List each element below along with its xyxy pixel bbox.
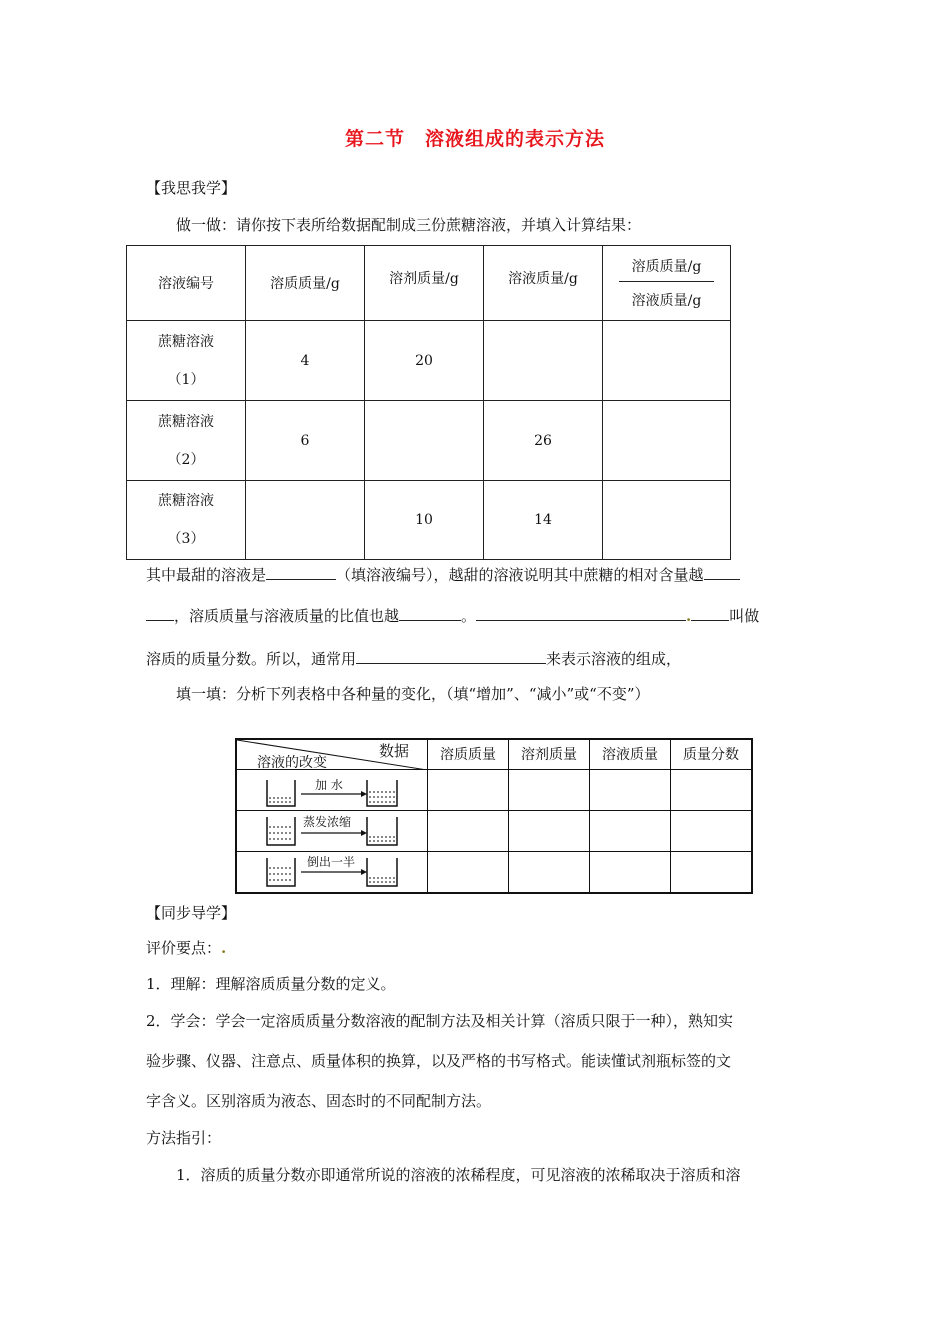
arrow-label: 蒸发浓缩: [303, 814, 352, 829]
item-2-line-3: 字含义。区别溶质为液态、固态时的不同配制方法。: [146, 1092, 492, 1110]
cell[interactable]: [671, 810, 753, 851]
change-add-water: [236, 769, 428, 810]
cell-solute[interactable]: [246, 481, 365, 560]
header-solvent: 溶剂质量: [509, 739, 590, 769]
table-row: [236, 851, 752, 893]
blank-composition[interactable]: [356, 649, 546, 664]
header-solution-id: 溶液编号: [127, 246, 246, 321]
cell-solvent[interactable]: 20: [365, 321, 484, 401]
table-row: [236, 769, 752, 810]
cell-ratio[interactable]: [603, 321, 731, 401]
row-label: 蔗糖溶液 （2）: [127, 401, 246, 481]
table-row: [127, 481, 731, 560]
blank-definition-b[interactable]: [691, 606, 729, 621]
header-solution: 溶液质量: [590, 739, 671, 769]
change-table: [235, 738, 753, 894]
para-line-2: ，溶质质量与溶液质量的比值也越 。 . 叫做: [146, 605, 759, 626]
method-heading: 方法指引：: [146, 1129, 222, 1147]
cell-solution[interactable]: [484, 321, 603, 401]
method-item-1: 1．溶质的质量分数亦即通常所说的溶液的浓稀程度，可见溶液的浓稀取决于溶质和溶: [176, 1166, 741, 1184]
cell-solvent[interactable]: 10: [365, 481, 484, 560]
header-solution-mass: 溶液质量/g: [484, 246, 603, 321]
para-line-3: 溶质的质量分数。所以，通常用 来表示溶液的组成，: [146, 650, 682, 668]
item-2-line-1: 2．学会：学会一定溶质质量分数溶液的配制方法及相关计算（溶质只限于一种），熟知实: [146, 1012, 734, 1030]
item-2-line-2: 验步骤、仪器、注意点、质量体积的换算，以及严格的书写格式。能读懂试剂瓶标签的文: [146, 1052, 732, 1070]
row-label: 蔗糖溶液 （3）: [127, 481, 246, 560]
section-heading-guide: 【同步导学】: [146, 904, 237, 922]
blank-ratio[interactable]: [399, 606, 461, 621]
header-solute: 溶质质量: [428, 739, 509, 769]
row-label: 蔗糖溶液 （1）: [127, 321, 246, 401]
cell-solution[interactable]: 26: [484, 401, 603, 481]
eval-heading: 评价要点：.: [146, 939, 227, 957]
header-ratio: [603, 246, 731, 321]
para-line-1: 其中最甜的溶液是 （填溶液编号），越甜的溶液说明其中蔗糖的相对含量越: [146, 564, 740, 585]
cell-solute[interactable]: 4: [246, 321, 365, 401]
cell[interactable]: [509, 810, 590, 851]
blank-sweetest[interactable]: [266, 565, 336, 580]
cell-ratio[interactable]: [603, 481, 731, 560]
cell[interactable]: [428, 769, 509, 810]
item-1: 1．理解：理解溶质质量分数的定义。: [146, 975, 396, 993]
header-solvent-mass: 溶剂质量/g: [365, 246, 484, 321]
cell[interactable]: [590, 851, 671, 893]
dot-mark: .: [221, 939, 227, 957]
ratio-numerator: 溶质质量/g: [619, 256, 714, 282]
cell-solution[interactable]: 14: [484, 481, 603, 560]
corner-cell: [236, 739, 428, 769]
arrow-label: 加 水: [315, 777, 343, 792]
cell[interactable]: [509, 769, 590, 810]
intro-do: 做一做：请你按下表所给数据配制成三份蔗糖溶液，并填入计算结果：: [176, 216, 642, 234]
cell[interactable]: [428, 810, 509, 851]
change-pour-half: [236, 851, 428, 893]
cell[interactable]: [509, 851, 590, 893]
cell[interactable]: [590, 810, 671, 851]
table-row: [127, 321, 731, 401]
cell[interactable]: [428, 851, 509, 893]
blank-content-b[interactable]: [146, 606, 174, 621]
cell-solute[interactable]: 6: [246, 401, 365, 481]
blank-content-a[interactable]: [704, 565, 740, 580]
header-solute-mass: 溶质质量/g: [246, 246, 365, 321]
cell[interactable]: [671, 851, 753, 893]
corner-bottom-label: 溶液的改变: [257, 755, 327, 771]
cell-solvent[interactable]: [365, 401, 484, 481]
change-evaporate: [236, 810, 428, 851]
page-title: 第二节 溶液组成的表示方法: [344, 128, 605, 150]
intro-fill: 填一填：分析下列表格中各种量的变化，（填“增加”、“减小”或“不变”）: [176, 685, 650, 703]
sugar-solution-table: [126, 245, 731, 560]
cell[interactable]: [671, 769, 753, 810]
section-heading-think: 【我思我学】: [146, 179, 237, 197]
cell-ratio[interactable]: [603, 401, 731, 481]
blank-definition-a[interactable]: [476, 606, 686, 621]
table-row: [127, 401, 731, 481]
corner-top-label: 数据: [378, 742, 409, 760]
header-fraction: 质量分数: [671, 739, 753, 769]
cell[interactable]: [590, 769, 671, 810]
ratio-denominator: 溶液质量/g: [631, 293, 702, 309]
arrow-label: 倒出一半: [307, 854, 356, 869]
table-row: [236, 810, 752, 851]
dot-mark: .: [686, 607, 692, 625]
